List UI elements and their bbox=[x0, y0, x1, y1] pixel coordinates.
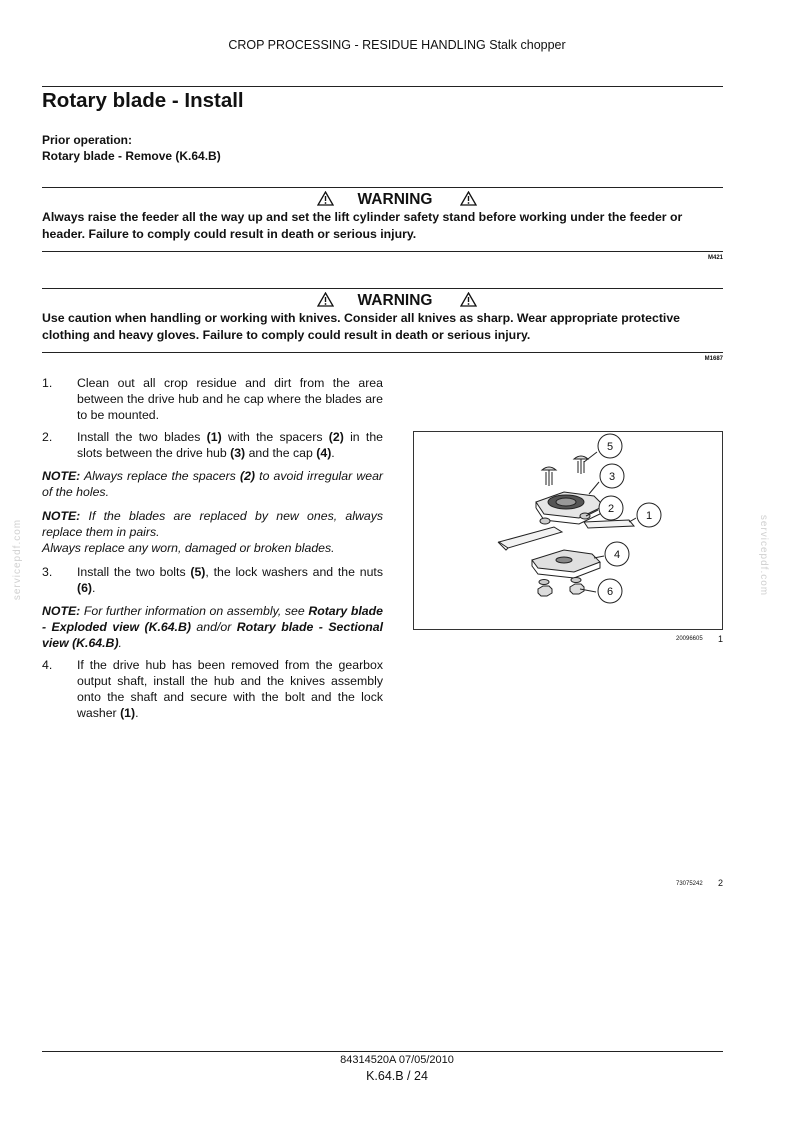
figure-2-ref: 73075242 bbox=[676, 881, 703, 887]
page-title: Rotary blade - Install bbox=[42, 89, 244, 112]
step-2 bbox=[42, 429, 383, 461]
warning-triangle-icon bbox=[317, 292, 334, 312]
callout-label: 3 bbox=[608, 471, 616, 483]
callout-label: 4 bbox=[613, 549, 621, 561]
header-rule bbox=[42, 86, 723, 87]
cross-ref-sectional-view[interactable]: Rotary blade - Sectional view (K.64.B) bbox=[42, 620, 384, 650]
warning-triangle-icon bbox=[460, 292, 477, 312]
callout-label: 5 bbox=[606, 441, 614, 453]
step-1 bbox=[42, 375, 383, 423]
warning-1-text: Always raise the feeder all the way up and set the lift cylinder safety stand before working under the feeder or header. Failure to comply could result in death or serious injury. bbox=[42, 210, 683, 241]
step-text: Clean out all crop residue and dirt from the area between the drive hub and he cap where the blades are to be mounted. bbox=[77, 376, 383, 422]
warning-1-bottom-rule bbox=[42, 251, 723, 252]
prior-operation bbox=[42, 132, 221, 164]
step-text: If the drive hub has been removed from the gearbox output shaft, install the hub and the knives assembly onto the shaft and secure with the bolt and the lock washer (1). bbox=[77, 658, 383, 720]
warning-2-code: M1687 bbox=[704, 356, 723, 362]
note-3: NOTE: For further information on assembly, see Rotary blade - Exploded view (K.64.B) and/or Rotary blade - Sectional view (K.64.B). bbox=[42, 604, 384, 650]
warning-triangle-icon bbox=[460, 191, 477, 211]
watermark-left: servicepdf.com bbox=[12, 518, 24, 601]
warning-2-heading bbox=[0, 292, 794, 312]
step-text: Install the two bolts (5), the lock washers and the nuts (6). bbox=[77, 565, 383, 595]
warning-2-text: Use caution when handling or working with knives. Consider all knives as sharp. Wear appropriate protective clothing and heavy gloves. Failure to comply could result in death or serious injury. bbox=[42, 311, 681, 342]
figure-1-ref: 20096605 bbox=[676, 636, 703, 642]
figure-2-number: 2 bbox=[718, 878, 724, 888]
warning-1-code: M421 bbox=[707, 255, 723, 261]
step-number: 2. bbox=[42, 430, 53, 444]
callout-label: 1 bbox=[645, 510, 653, 522]
note-1: NOTE: Always replace the spacers (2) to avoid irregular wear of the holes. bbox=[42, 469, 384, 499]
warning-2-bottom-rule bbox=[42, 352, 723, 353]
step-4 bbox=[42, 657, 383, 721]
callout-label: 2 bbox=[607, 503, 615, 515]
step-text: Install the two blades (1) with the spacers (2) in the slots between the drive hub (3) and the cap (4). bbox=[77, 430, 384, 460]
rotary-blade-assembly-illustration bbox=[414, 432, 722, 629]
footer-page-number: K.64.B / 24 bbox=[366, 1069, 428, 1083]
step-number: 1. bbox=[42, 376, 53, 390]
step-3 bbox=[42, 564, 383, 596]
warning-triangle-icon bbox=[317, 191, 334, 211]
step-number: 4. bbox=[42, 658, 53, 672]
warning-1-heading bbox=[0, 191, 794, 211]
warning-1-top-rule bbox=[42, 187, 723, 188]
note-2: NOTE: If the blades are replaced by new ones, always replace them in pairs. Always replace any worn, damaged or broken blades. bbox=[42, 509, 383, 555]
warning-2-top-rule bbox=[42, 288, 723, 289]
figure-1-frame bbox=[413, 431, 723, 630]
footer-doc-id: 84314520A 07/05/2010 bbox=[340, 1054, 454, 1066]
warning-2-label: WARNING bbox=[357, 292, 433, 309]
callout-label: 6 bbox=[606, 586, 614, 598]
prior-operation-label: Prior operation: bbox=[42, 133, 133, 147]
warning-1-label: WARNING bbox=[357, 191, 433, 208]
step-number: 3. bbox=[42, 565, 53, 579]
running-header: CROP PROCESSING - RESIDUE HANDLING Stalk chopper bbox=[228, 38, 566, 52]
watermark-right: servicepdf.com bbox=[758, 514, 770, 597]
cross-ref-exploded-view[interactable]: Rotary blade - Exploded view (K.64.B) bbox=[42, 604, 383, 634]
footer-rule bbox=[42, 1051, 723, 1052]
prior-operation-ref[interactable]: Rotary blade - Remove (K.64.B) bbox=[42, 149, 221, 163]
figure-1-number: 1 bbox=[718, 634, 724, 644]
